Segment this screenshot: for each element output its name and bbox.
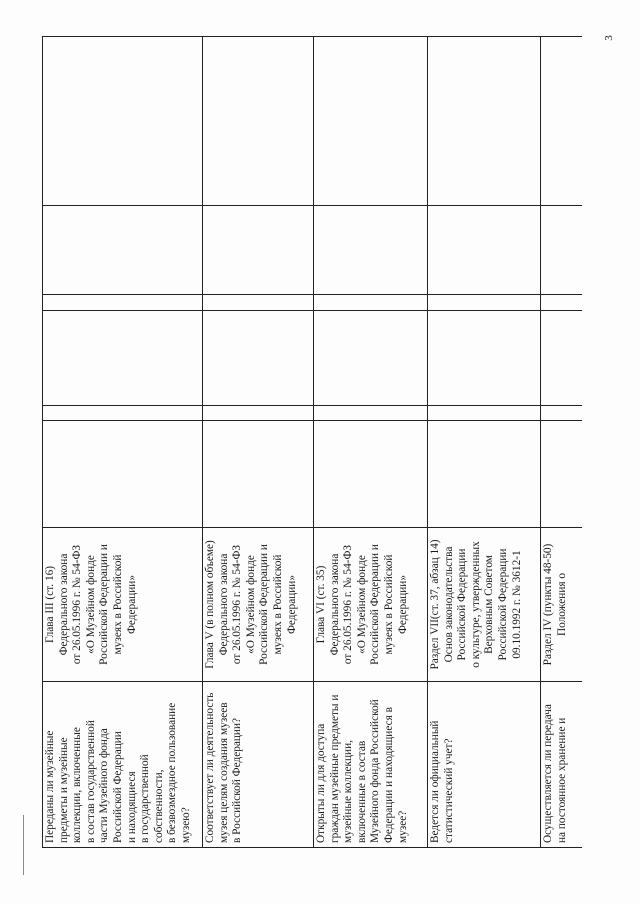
question-line: в состав государственной <box>84 720 97 843</box>
reference-cell <box>314 528 427 681</box>
question-line: на постоянное хранение и <box>555 717 568 843</box>
question-line: в государственной <box>139 754 152 843</box>
column-divider <box>42 420 582 421</box>
question-line: Осуществляется ли передача <box>542 704 554 843</box>
reference-line: от 26.05.1996 г. № 54-ФЗ <box>71 544 84 665</box>
question-line: музею? <box>179 807 192 843</box>
reference-line: «О Музейном фонде <box>84 555 97 654</box>
reference-line: Глава V (в полном объеме) <box>204 540 216 669</box>
reference-line: Федерального закона <box>57 553 70 656</box>
question-line: коллекции, включенные <box>71 727 84 843</box>
reference-line: Российской Федерации <box>496 548 509 661</box>
question-cell <box>203 682 313 847</box>
question-line: Ведется ли официальный <box>429 720 441 843</box>
question-line: Федерации и находящиеся в <box>382 707 395 843</box>
question-line: Российской Федерации <box>111 731 124 843</box>
column-divider <box>42 205 582 206</box>
reference-line: о культуре, утвержденных <box>469 541 482 668</box>
reference-line: Федерального закона <box>217 553 230 656</box>
reference-cell <box>203 528 313 681</box>
reference-line: музеях в Российской <box>111 554 124 655</box>
reference-line: «О Музейном фонде <box>355 555 368 654</box>
reference-line: от 26.05.1996 г. № 54-ФЗ <box>231 544 244 665</box>
reference-line: Федерального закона <box>328 553 341 656</box>
reference-line: от 26.05.1996 г. № 54-ФЗ <box>342 544 355 665</box>
page-number: 3 <box>602 35 615 41</box>
question-cell <box>428 682 540 847</box>
question-line: музее? <box>396 810 409 843</box>
reference-line: Положения о <box>555 572 568 637</box>
reference-line: 09.10.1992 г. № 3612-1 <box>510 550 523 659</box>
reference-line: Федерации» <box>396 575 409 634</box>
question-line: музейные коллекции, <box>342 740 355 843</box>
reference-line: Федерации» <box>125 575 138 634</box>
reference-cell <box>541 528 582 681</box>
question-line: в безвозмездное пользование <box>166 702 179 843</box>
table-border-left <box>42 847 582 848</box>
table-border-right <box>42 36 582 37</box>
reference-line: Российской Федерации <box>456 548 469 661</box>
reference-line: Раздел IV (пункты 48-50) <box>542 543 554 666</box>
question-line: части Музейного фонда <box>98 728 111 843</box>
question-line: Переданы ли музейные <box>44 730 56 843</box>
question-line: в Российской Федерации? <box>231 717 244 843</box>
scan-margin-mark <box>23 815 24 875</box>
reference-line: «О Музейном фонде <box>244 555 257 654</box>
reference-line: Российской Федерации и <box>369 544 382 665</box>
question-cell <box>314 682 427 847</box>
question-line: собственности, <box>152 769 165 843</box>
reference-line: Основ законодательства <box>442 546 455 663</box>
reference-line: Российской Федерации и <box>98 544 111 665</box>
reference-line: Федерации» <box>285 575 298 634</box>
reference-line: Глава III (ст. 16) <box>44 565 56 644</box>
question-line: статистический учет? <box>442 738 455 843</box>
question-line: Открыты ли для доступа <box>315 723 327 843</box>
column-divider <box>42 294 582 295</box>
reference-line: Российской Федерации и <box>258 544 271 665</box>
reference-cell <box>428 528 540 681</box>
question-line: предметы и музейные <box>57 737 70 843</box>
question-cell <box>43 682 202 847</box>
question-line: музея целям создания музеев <box>217 702 230 843</box>
question-line: включенные в состав <box>355 740 368 843</box>
reference-line: музеях в Российской <box>382 554 395 655</box>
checklist-table <box>42 36 582 848</box>
column-divider <box>42 310 582 311</box>
reference-line: Верховным Советом <box>483 555 496 654</box>
reference-cell <box>43 528 202 681</box>
question-line: Музейного фонда Российской <box>369 699 382 843</box>
question-cell <box>541 682 582 847</box>
question-line: граждан музейные предметы и <box>328 694 341 843</box>
column-divider <box>42 405 582 406</box>
reference-line: музеях в Российской <box>271 554 284 655</box>
question-line: Соответствует ли деятельность <box>204 692 216 843</box>
reference-line: Глава VI (ст. 35) <box>315 565 327 644</box>
reference-line: Раздел VII(ст. 37, абзац 14) <box>429 539 441 670</box>
question-line: и находящиеся <box>125 771 138 843</box>
